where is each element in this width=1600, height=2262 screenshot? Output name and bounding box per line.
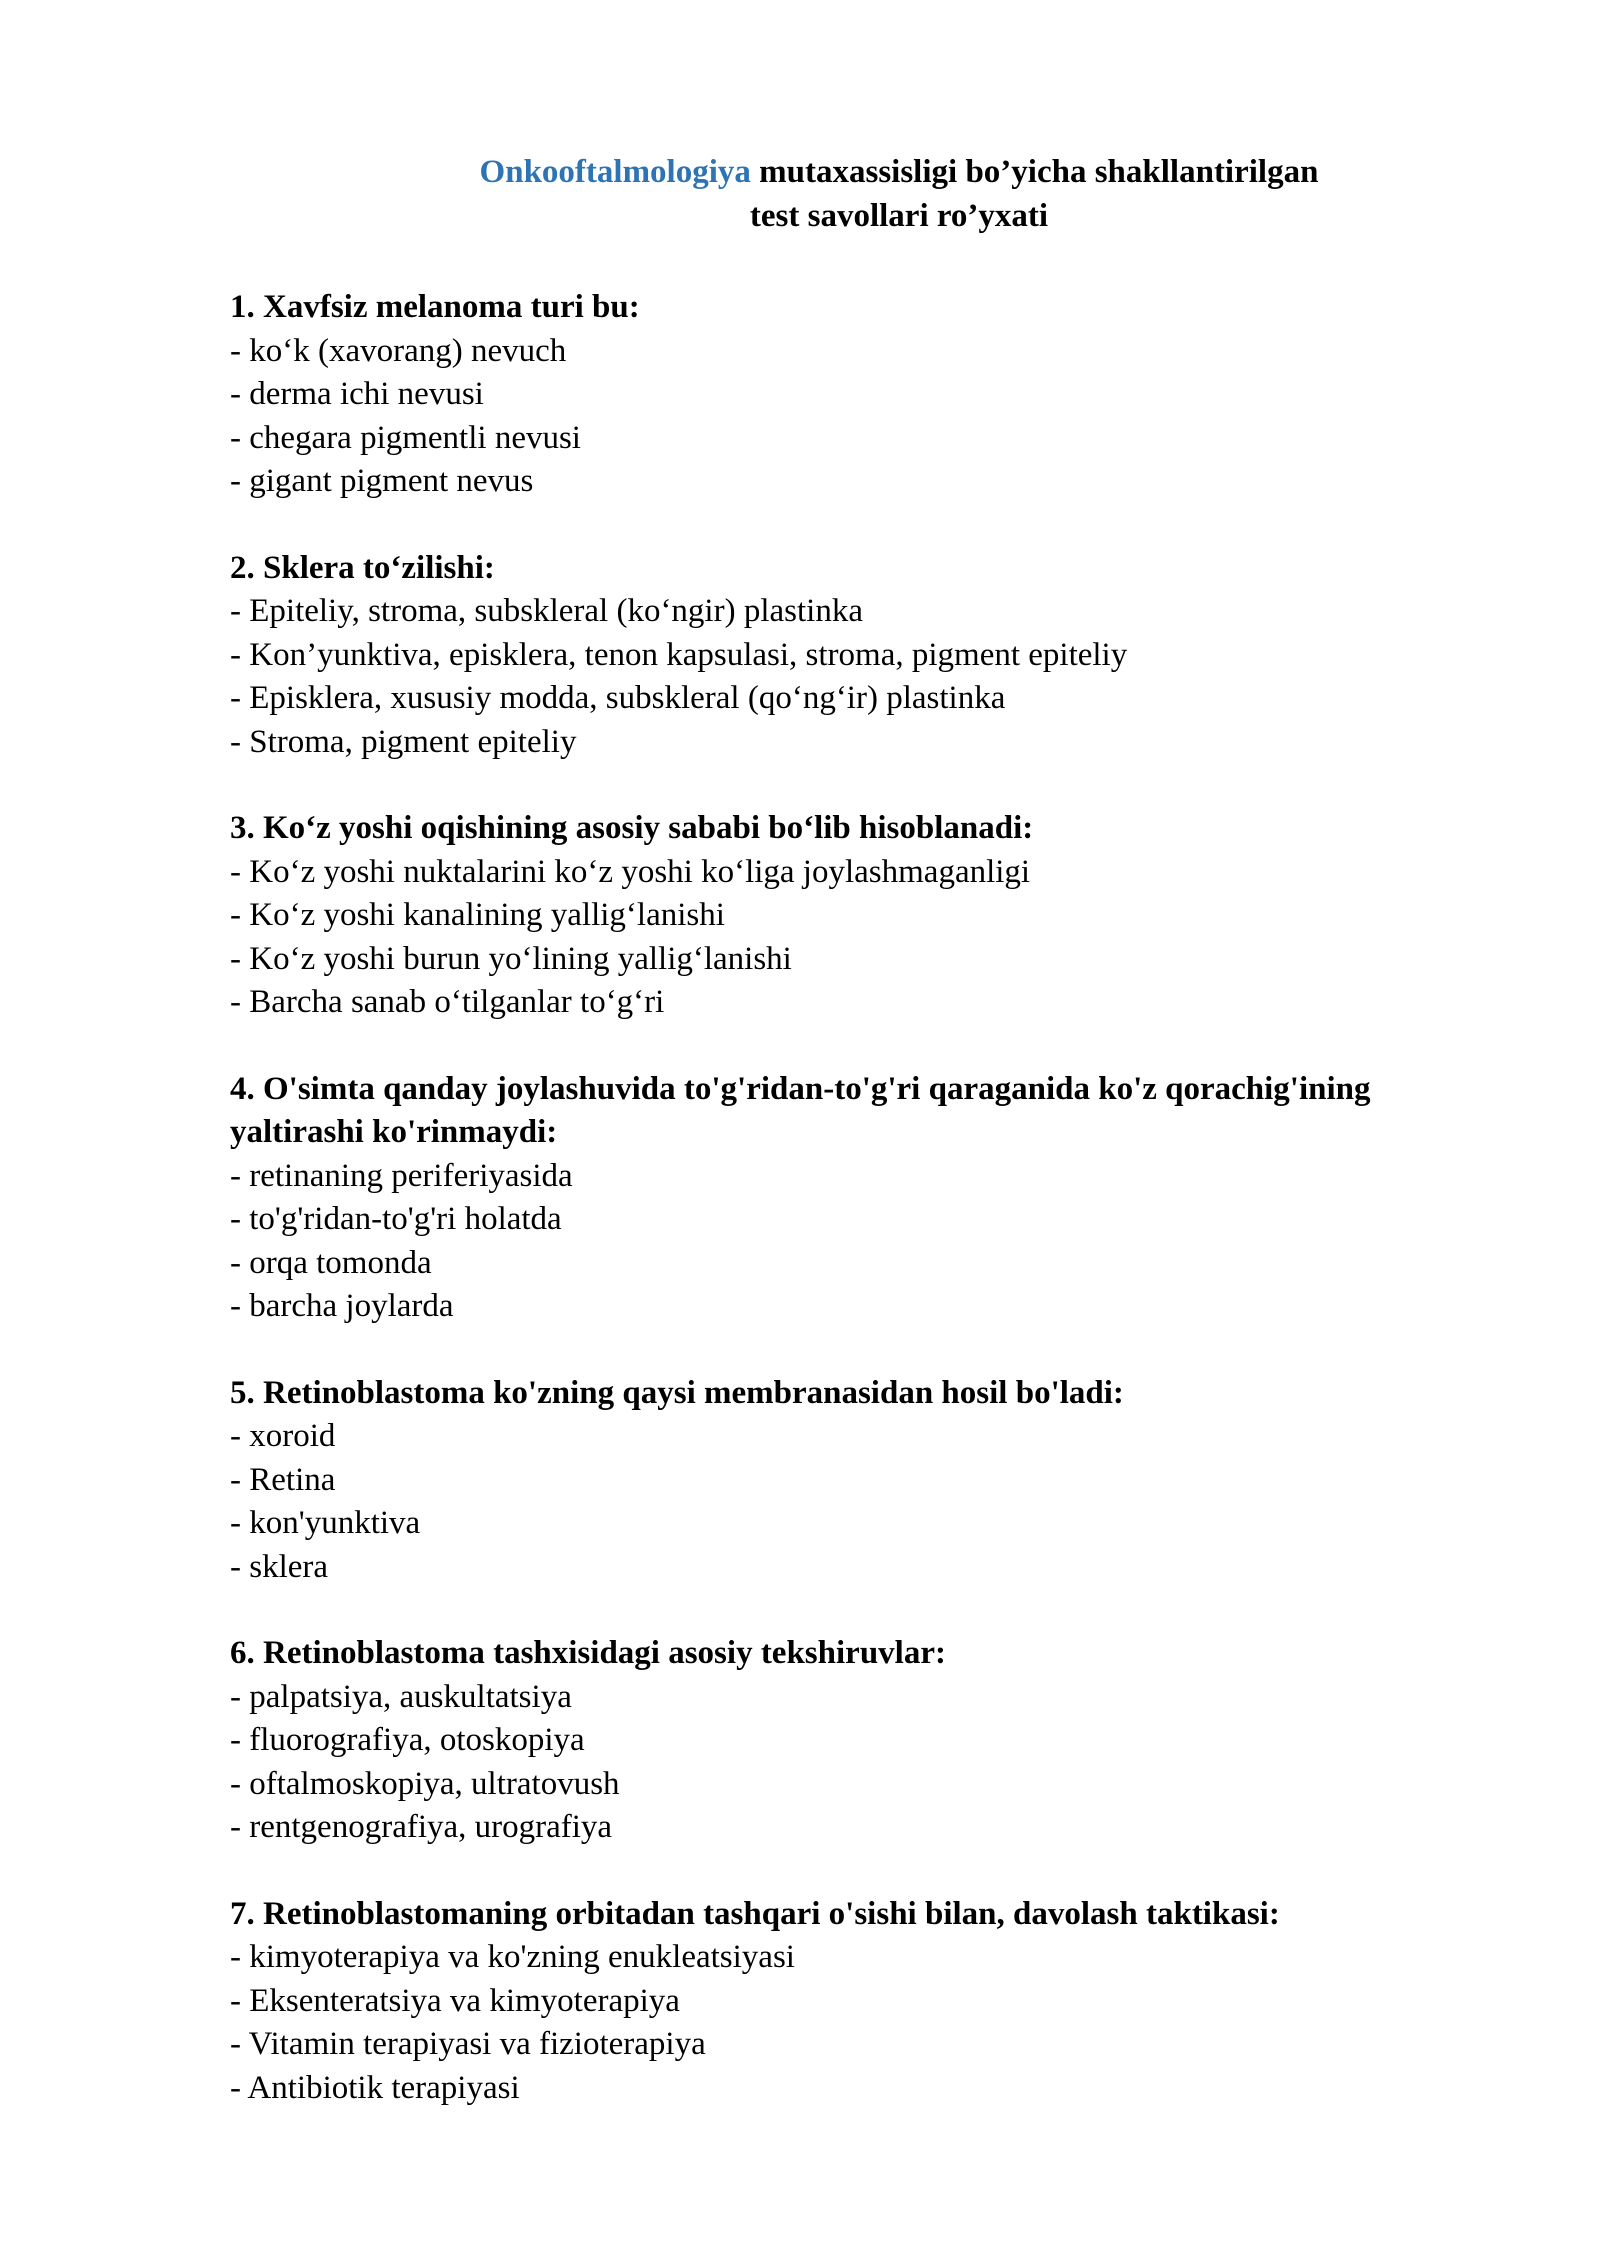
title-line-1 — [0, 150, 1600, 194]
answer-option: - Ko‘z yoshi nuktalarini ko‘z yoshi ko‘liga joylashmaganligi — [230, 851, 1460, 895]
answer-option: - Vitamin terapiyasi va fizioterapiya — [230, 2023, 1460, 2067]
question-title: 6. Retinoblastoma tashxisidagi asosiy tekshiruvlar: — [230, 1635, 946, 1671]
question-list — [230, 286, 1460, 2153]
answer-option: - Ko‘z yoshi kanalining yallig‘lanishi — [230, 894, 1460, 938]
answer-option: - ko‘k (xavorang) nevuch — [230, 330, 1460, 374]
answer-option: - chegara pigmentli nevusi — [230, 417, 1460, 461]
answer-option: - Barcha sanab o‘tilganlar to‘g‘ri — [230, 981, 1460, 1025]
question-5 — [230, 1372, 1460, 1590]
answer-options — [230, 1155, 1460, 1329]
answer-option: - Epiteliy, stroma, subskleral (ko‘ngir) plastinka — [230, 590, 1460, 634]
question-3 — [230, 807, 1460, 1025]
question-4 — [230, 1068, 1460, 1329]
answer-option: - oftalmoskopiya, ultratovush — [230, 1763, 1460, 1807]
question-2 — [230, 547, 1460, 765]
page-title — [0, 150, 1600, 238]
answer-options — [230, 590, 1460, 764]
answer-options — [230, 1936, 1460, 2110]
answer-option: - sklera — [230, 1546, 1460, 1590]
answer-option: - Stroma, pigment epiteliy — [230, 721, 1460, 765]
question-title: 4. O'simta qanday joylashuvida to'g'ridan-to'g'ri qaraganida ko'z qorachig'ining yaltirashi ko'rinmaydi: — [230, 1070, 1371, 1150]
answer-option: - Antibiotik terapiyasi — [230, 2067, 1460, 2111]
answer-option: - kimyoterapiya va ko'zning enukleatsiyasi — [230, 1936, 1460, 1980]
question-6 — [230, 1632, 1460, 1850]
answer-option: - derma ichi nevusi — [230, 373, 1460, 417]
answer-option: - xoroid — [230, 1415, 1460, 1459]
question-1 — [230, 286, 1460, 504]
title-line-2: test savollari ro’yxati — [749, 198, 1049, 234]
answer-options — [230, 330, 1460, 504]
title-rest: mutaxassisligi bo’yicha shakllantirilgan — [750, 154, 1319, 190]
answer-option: - fluorografiya, otoskopiya — [230, 1719, 1460, 1763]
answer-options — [230, 1415, 1460, 1589]
answer-option: - palpatsiya, auskultatsiya — [230, 1676, 1460, 1720]
answer-option: - Kon’yunktiva, episklera, tenon kapsulasi, stroma, pigment epiteliy — [230, 634, 1460, 678]
answer-option: - Episklera, xususiy modda, subskleral (qo‘ng‘ir) plastinka — [230, 677, 1460, 721]
question-title: 7. Retinoblastomaning orbitadan tashqari o'sishi bilan, davolash taktikasi: — [230, 1895, 1280, 1932]
answer-option: - barcha joylarda — [230, 1285, 1460, 1329]
answer-option: - kon'yunktiva — [230, 1502, 1460, 1546]
question-title: 2. Sklera to‘zilishi: — [230, 549, 495, 586]
answer-option: - retinaning periferiyasida — [230, 1155, 1460, 1199]
question-7 — [230, 1893, 1460, 2111]
answer-option: - to'g'ridan-to'g'ri holatda — [230, 1198, 1460, 1242]
question-title: 5. Retinoblastoma ko'zning qaysi membranasidan hosil bo'ladi: — [230, 1374, 1124, 1411]
answer-option: - Ko‘z yoshi burun yo‘lining yallig‘lanishi — [230, 938, 1460, 982]
question-title: 1. Xavfsiz melanoma turi bu: — [230, 289, 640, 325]
answer-option: - gigant pigment nevus — [230, 460, 1460, 504]
title-highlight: Onkooftalmologiya — [479, 154, 751, 190]
answer-option: - rentgenografiya, urografiya — [230, 1806, 1460, 1850]
question-title: 3. Ko‘z yoshi oqishining asosiy sababi bo‘lib hisoblanadi: — [230, 810, 1034, 846]
answer-options — [230, 851, 1460, 1025]
answer-option: - Eksenteratsiya va kimyoterapiya — [230, 1980, 1460, 2024]
answer-options — [230, 1676, 1460, 1850]
answer-option: - Retina — [230, 1459, 1460, 1503]
answer-option: - orqa tomonda — [230, 1242, 1460, 1286]
